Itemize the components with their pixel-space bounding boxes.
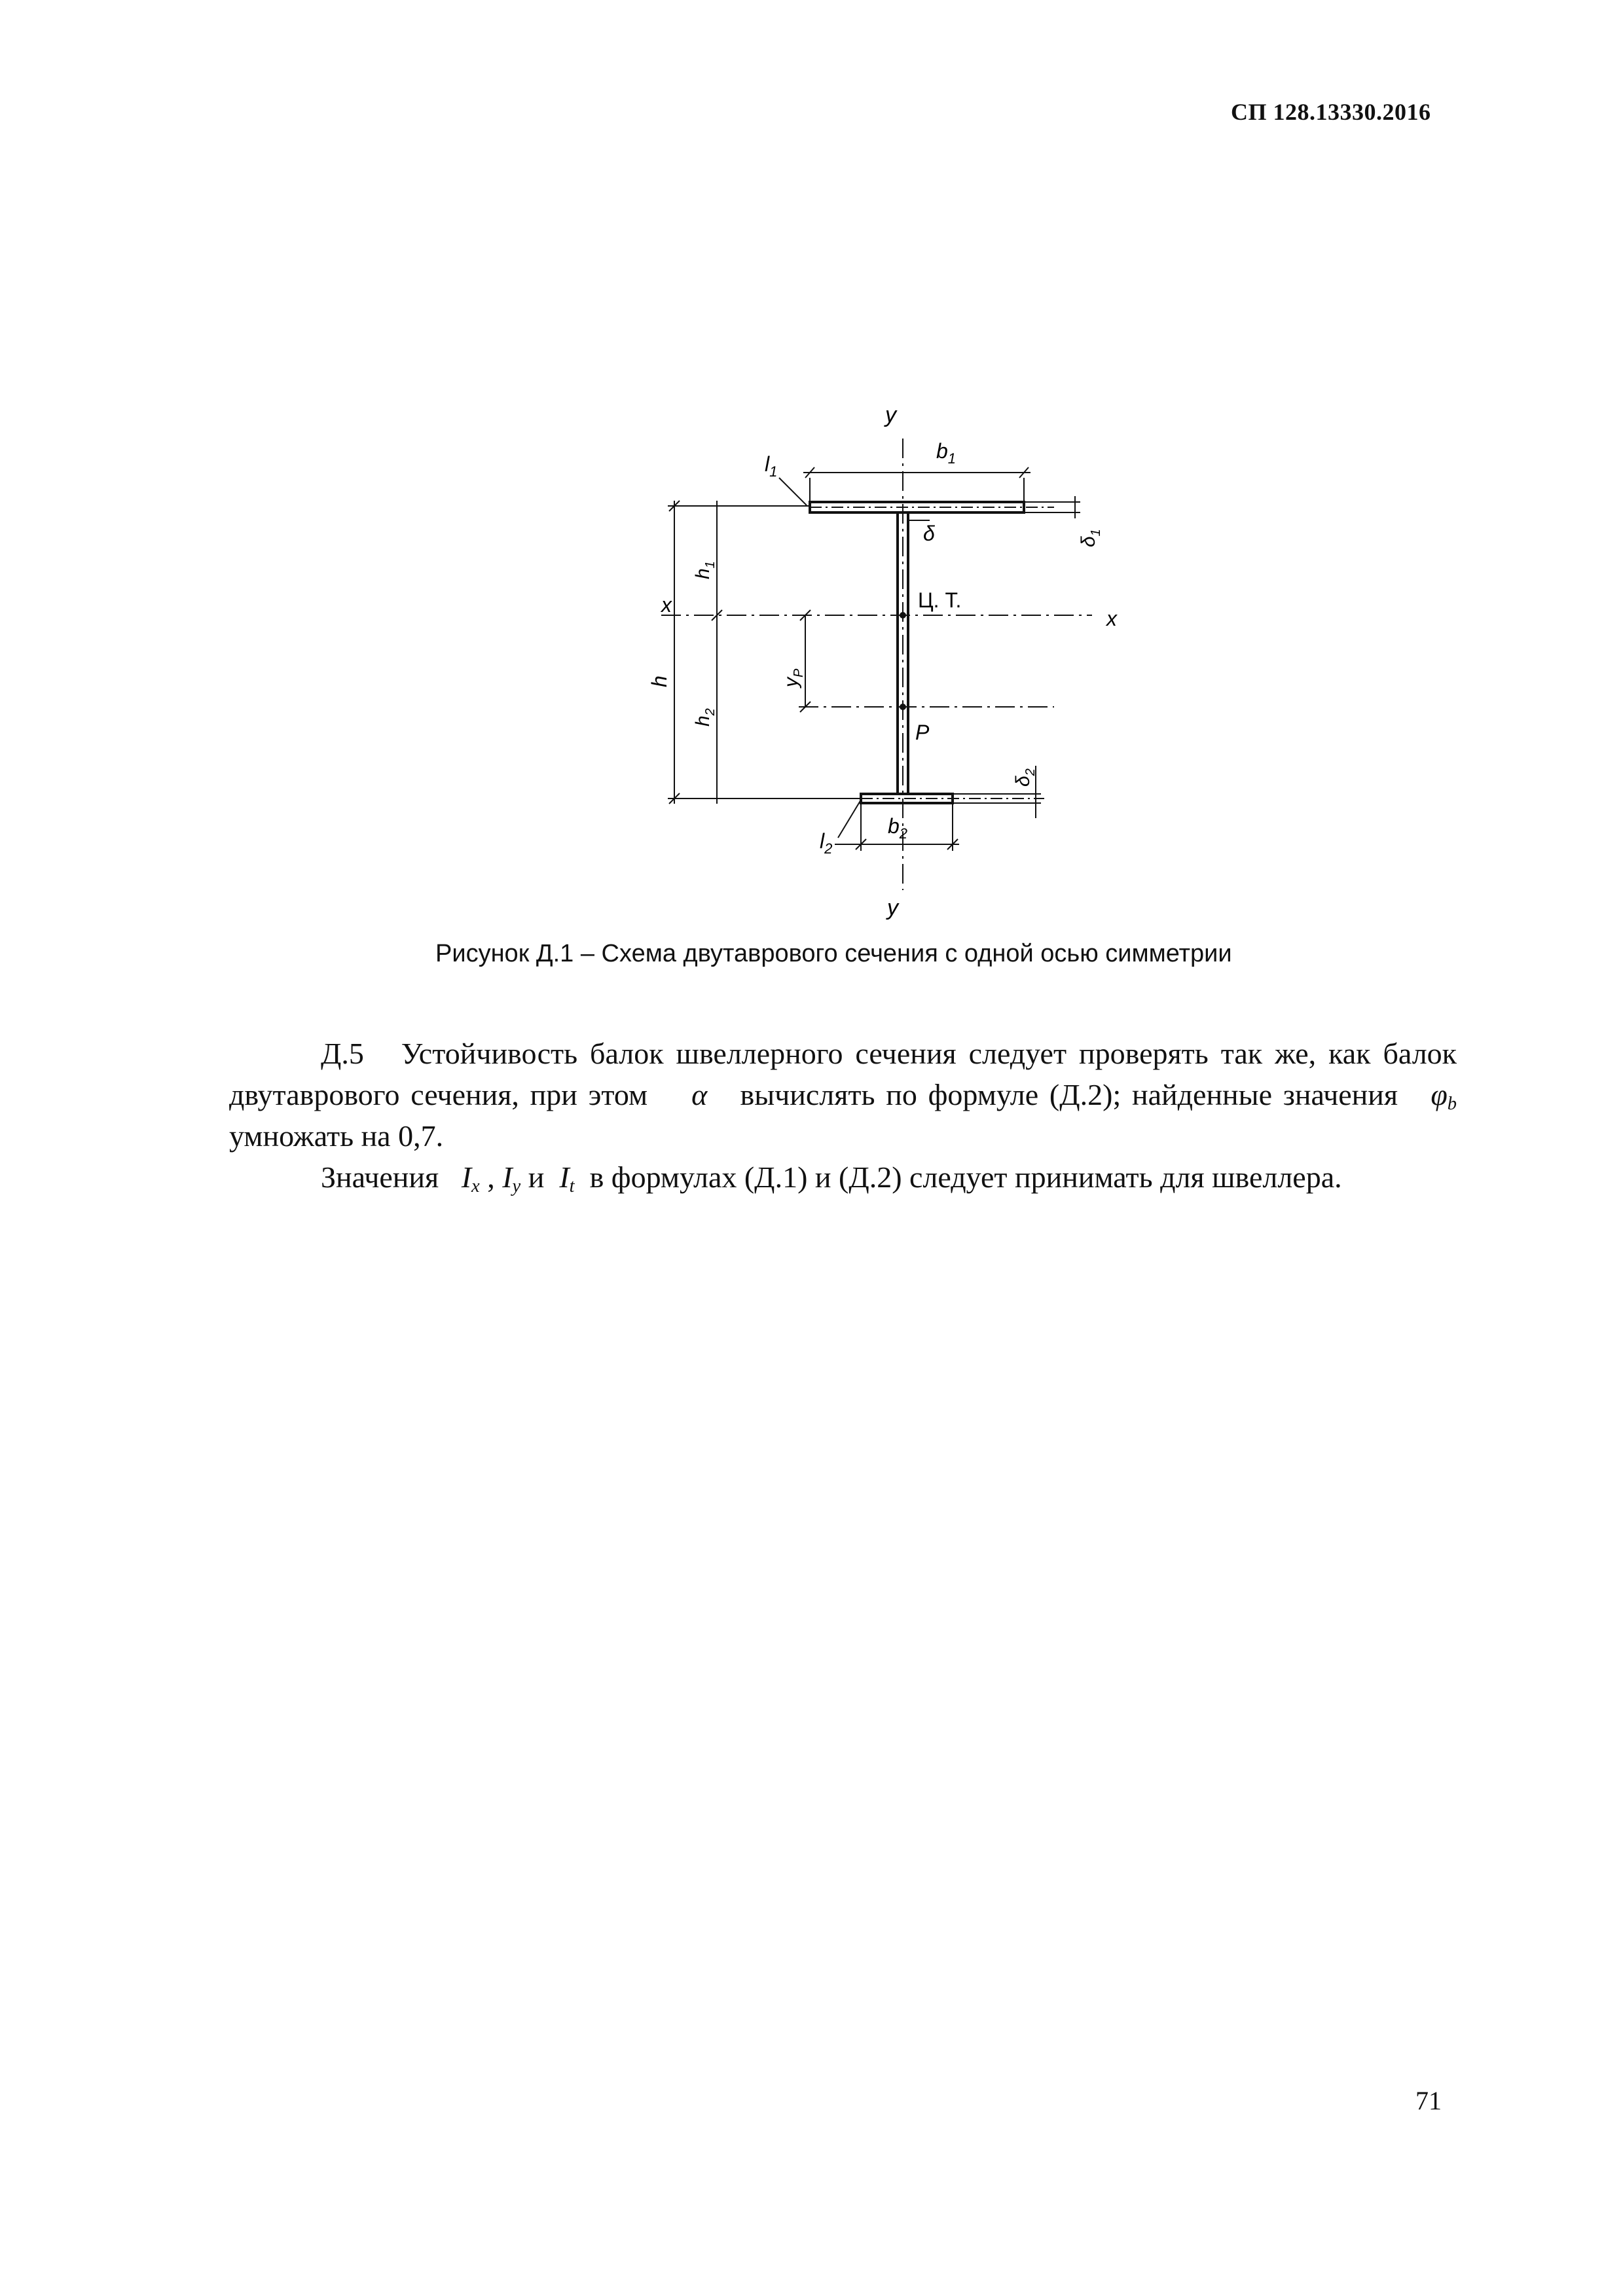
delta2-label: $\delta_2$ <box>1012 768 1038 787</box>
l1-label: $l_1$ <box>765 452 778 480</box>
b1-label: $b_1$ <box>936 439 957 467</box>
it-symbol: $I_t$ <box>559 1160 575 1197</box>
y-axis-bottom-label: y <box>887 895 898 920</box>
x-axis-right-label: x <box>1106 607 1117 630</box>
clause-number: Д.5 <box>321 1037 364 1070</box>
iy-symbol: $I_y$ <box>502 1160 521 1197</box>
delta-label: δ <box>923 522 935 545</box>
paragraph-values: Значения $I_x$ , $I_y$ и $I_t$ в формулах (Д.1) и (Д.2) следует принимать для швеллера. <box>321 1160 1342 1197</box>
figure-caption: Рисунок Д.1 – Схема двутаврового сечения с одной осью симметрии <box>435 940 1232 967</box>
p-label: P <box>915 721 930 744</box>
l2-label: $l_2$ <box>820 829 833 857</box>
centroid-point <box>900 612 906 619</box>
i-beam-section-diagram <box>622 386 1146 929</box>
paragraph-d5: Д.5 Устойчивость балок швеллерного сечения следует проверять так же, как балок двутаврового сечения, при этом α вычислять по формуле (Д.2); найденные значения $\varphi_b$ умножать на 0,7. <box>229 1037 1457 1153</box>
b2-label: $b_2$ <box>888 814 908 842</box>
h2-label: $h_2$ <box>692 708 718 726</box>
l2-leader <box>838 800 861 838</box>
x-axis-left-label: x <box>661 593 672 617</box>
ix-symbol: $I_x$ <box>461 1160 480 1197</box>
l1-leader <box>779 478 807 505</box>
h-label: h <box>647 675 671 687</box>
page-number: 71 <box>1415 2086 1442 2115</box>
p-point <box>900 704 906 710</box>
yp-label: $y_P$ <box>780 668 806 687</box>
document-code: СП 128.13330.2016 <box>1231 99 1431 125</box>
y-axis-top-label: y <box>885 403 896 427</box>
centroid-label: Ц. Т. <box>918 588 962 612</box>
alpha-symbol: α <box>691 1078 708 1111</box>
phi-b-symbol: $\varphi_b$ <box>1431 1078 1457 1115</box>
h1-label: $h_1$ <box>692 561 718 579</box>
i-beam-section-figure <box>622 386 1146 929</box>
delta1-label: $\delta_1$ <box>1078 529 1103 547</box>
